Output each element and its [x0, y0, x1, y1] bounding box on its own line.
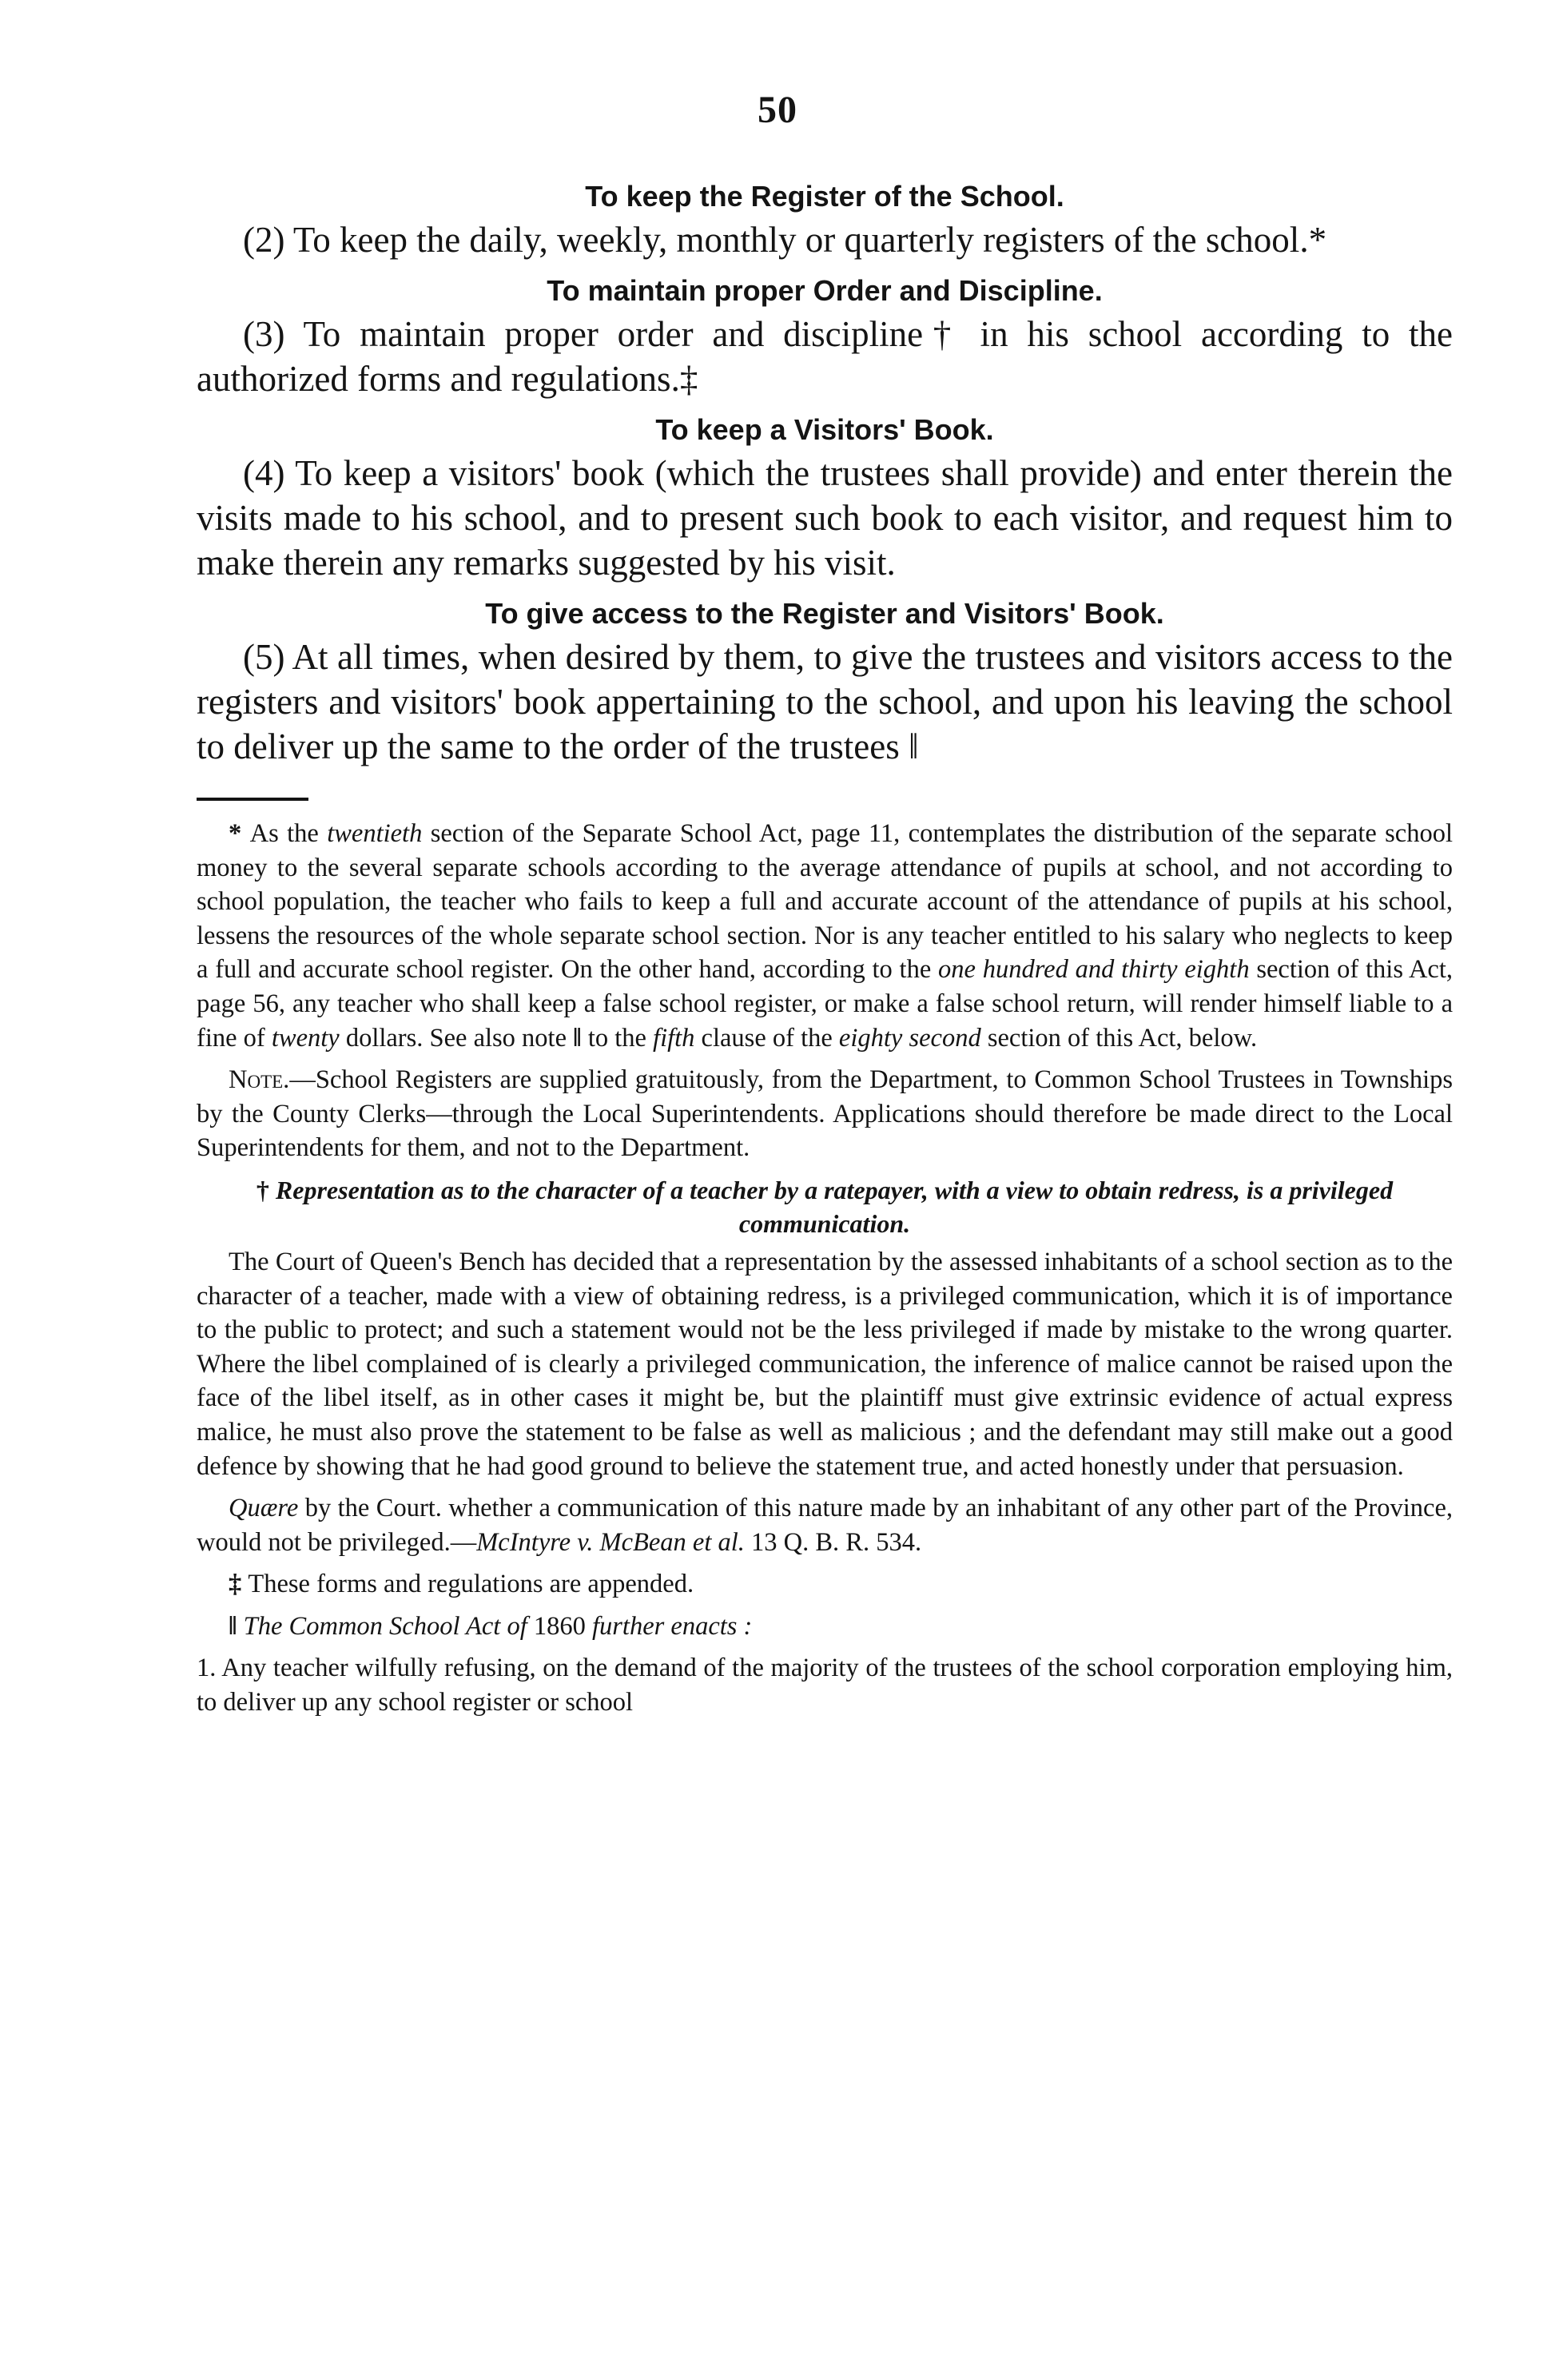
- footnote-star-text: dollars. See also note: [339, 1023, 574, 1053]
- footnote-star-italic: one hundred and thirty eighth: [938, 955, 1250, 985]
- act-title: The Common School Act of: [243, 1611, 534, 1641]
- section-heading-access: To give access to the Register and Visitors' Book.: [485, 597, 1164, 630]
- footnote-star-text: section of this Act, page 56, any teacher who shall keep a false school register, or make a false school return, will render himself liable to a fine of: [197, 955, 1454, 1053]
- footnote-dagger-text: The Court of Queen's Bench has decided that a representation by the assessed inhabitants of a school section as to the character of a teacher, made with a view of obtaining redress, is a privileged communication, which it is of importance to the public to protect; and such a statement would not be the less privileged if made by mistake to the wrong quarter. Where the libel complained of is clearly a privileged communication, the inference of malice cannot be raised upon the face of the libel itself, as in other cases it might be, but the plaintiff must give extrinsic evidence of actual express malice, he must also prove the statement to be false as well as malicious ; and the defendant may still make out a good defence by showing that he had good ground to believe the statement true, and acted honestly under that persuasion.: [197, 1247, 1453, 1481]
- star-marker: *: [229, 819, 250, 848]
- footnote-dagger-heading: [245, 1173, 1405, 1240]
- ddagger-text: These forms and regulations are appended.: [248, 1570, 694, 1599]
- footnote-parallel-title: [197, 1610, 1453, 1644]
- main-text: [197, 176, 1453, 1728]
- footnote-star-italic: eighty second: [838, 1023, 981, 1053]
- case-name: McIntyre v. McBean et al.: [476, 1527, 745, 1557]
- page-number: 50: [758, 89, 797, 131]
- section-heading-register: To keep the Register of the School.: [585, 180, 1064, 213]
- act-year: 1860: [533, 1611, 586, 1641]
- section-text-register: (2) To keep the daily, weekly, monthly or quarterly registers of the school.*: [243, 220, 1327, 260]
- footnote-note: [197, 1063, 1453, 1165]
- parallel-marker: ‖: [573, 1023, 582, 1053]
- footnote-star-text: to the: [581, 1023, 654, 1053]
- footnote-star-italic: twentieth: [327, 819, 423, 848]
- footnote-quaere: [197, 1491, 1453, 1559]
- note-text: —School Registers are supplied gratuitously, from the Department, to Common School Trustees in Townships by the County Clerks—through the Local Superintendents. Applications should therefore be made direct to the Local Superintendents for them, and not to the Department.: [197, 1065, 1453, 1163]
- ddagger-marker: ‡: [229, 1570, 249, 1599]
- section-heading-discipline: To maintain proper Order and Discipline.: [547, 274, 1103, 307]
- footnote-star-italic: twenty: [271, 1023, 340, 1053]
- quaere-label: Quære: [229, 1494, 299, 1523]
- section-text-access: (5) At all times, when desired by them, to give the trustees and visitors access to the registers and visitors' book appertaining to the school, and upon his leaving the school to deliver up the same to the order of the trustees ‖: [197, 637, 1453, 766]
- footnote-star-text: section of this Act, below.: [980, 1023, 1258, 1053]
- footnote-star-text: section of the Separate School Act, page 11, contemplates the distribution of the separate school money to the several separate schools according to the average attendance of pupils at school, and not according to school population, the teacher who fails to keep a full and accurate account of the attendance of pupils at his school, lessens the resources of the whole separate school section. Nor is any teacher entitled to his salary who neglects to keep a full and accurate school register. On the other hand, according to the: [197, 819, 1454, 985]
- quaere-text: by the Court. whether a communication of this nature made by an inhabitant of any other part of the Province, would not be privileged.—: [197, 1494, 1453, 1557]
- parallel-marker: ‖: [229, 1611, 244, 1641]
- section-text-visitors-book: (4) To keep a visitors' book (which the trustees shall provide) and enter therein the visits made to his school, and to present such book to each visitor, and request him to make therein any remarks suggested by his visit.: [197, 453, 1453, 583]
- footnote-star-italic: fifth: [653, 1023, 695, 1053]
- act-title-end: further enacts :: [585, 1611, 753, 1641]
- section-text-discipline: (3) To maintain proper order and discipline† in his school according to the authorized forms and regulations.‡: [197, 314, 1453, 399]
- footnote-ddagger: [197, 1567, 1453, 1602]
- section-heading-visitors-book: To keep a Visitors' Book.: [655, 413, 994, 446]
- note-label: Note.: [229, 1065, 290, 1095]
- dagger-marker: †: [256, 1175, 276, 1204]
- footnote-star-text: clause of the: [694, 1023, 839, 1053]
- footnote-star: [197, 817, 1453, 1055]
- footnote-parallel-text: 1. Any teacher wilfully refusing, on the demand of the majority of the trustees of the school corporation employing him, to deliver up any school register or school: [197, 1654, 1453, 1717]
- footnote-star-text: As the: [249, 819, 328, 848]
- footnote-divider: [197, 798, 308, 801]
- case-citation: 13 Q. B. R. 534.: [744, 1527, 922, 1557]
- dagger-heading-text: Representation as to the character of a teacher by a ratepayer, with a view to obtain redress, is a privileged communication.: [275, 1175, 1394, 1238]
